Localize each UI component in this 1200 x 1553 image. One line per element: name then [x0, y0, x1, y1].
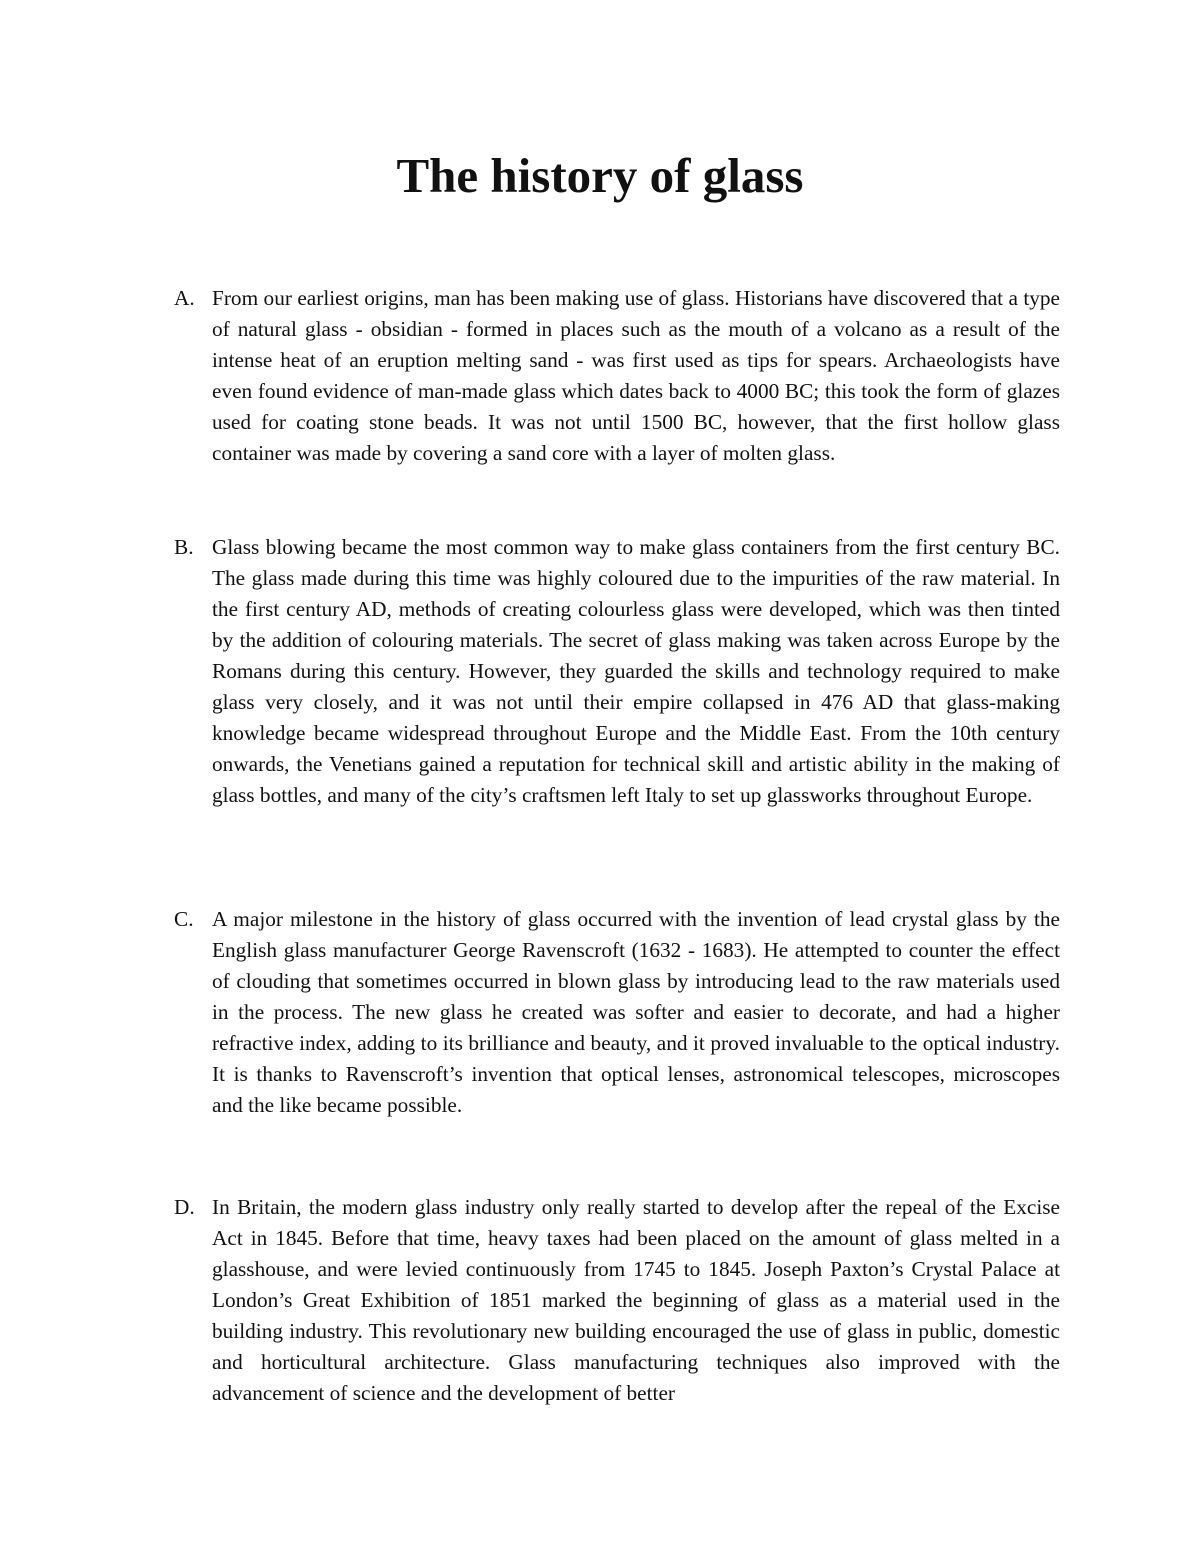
section-letter: B. — [174, 535, 194, 559]
section-paragraph: In Britain, the modern glass industry only really started to develop after the repeal of the Excise Act in 1845. Before that time, heavy taxes had been placed on the amount of glass melted in a glasshouse, and were levied continuously from 1745 to 1845. Joseph Paxton’s Crystal Palace at London’s Great Exhibition of 1851 marked the beginning of glass as a material used in the building industry. This revolutionary new building encouraged the use of glass in public, domestic and horticultural architecture. Glass manufacturing techniques also improved with the advancement of science and the development of better — [212, 1195, 1060, 1405]
section-c — [170, 904, 1060, 1121]
page-title: The history of glass — [396, 148, 804, 203]
section-paragraph: From our earliest origins, man has been making use of glass. Historians have discovered that a type of natural glass - obsidian - formed in places such as the mouth of a volcano as a result of the intense heat of an eruption melting sand - was first used as tips for spears. Archaeologists have even found evidence of man-made glass which dates back to 4000 BC; this took the form of glazes used for coating stone beads. It was not until 1500 BC, however, that the first hollow glass container was made by covering a sand core with a layer of molten glass. — [212, 286, 1060, 465]
section-letter: C. — [174, 907, 194, 931]
section-paragraph: Glass blowing became the most common way to make glass containers from the first century BC. The glass made during this time was highly coloured due to the impurities of the raw material. In the first century AD, methods of creating colourless glass were developed, which was then tinted by the addition of colouring materials. The secret of glass making was taken across Europe by the Romans during this century. However, they guarded the skills and technology required to make glass very closely, and it was not until their empire collapsed in 476 AD that glass-making knowledge became widespread throughout Europe and the Middle East. From the 10th century onwards, the Venetians gained a reputation for technical skill and artistic ability in the making of glass bottles, and many of the city’s craftsmen left Italy to set up glassworks throughout Europe. — [212, 535, 1060, 807]
section-letter: A. — [174, 286, 195, 310]
section-letter: D. — [174, 1195, 195, 1219]
section-b — [170, 532, 1060, 811]
section-paragraph: A major milestone in the history of glass occurred with the invention of lead crystal glass by the English glass manufacturer George Ravenscroft (1632 - 1683). He attempted to counter the effect of clouding that sometimes occurred in blown glass by introducing lead to the raw materials used in the process. The new glass he created was softer and easier to decorate, and had a higher refractive index, adding to its brilliance and beauty, and it proved invaluable to the optical industry. It is thanks to Ravenscroft’s invention that optical lenses, astronomical telescopes, microscopes and the like became possible. — [212, 907, 1060, 1117]
section-d — [170, 1192, 1060, 1409]
section-a — [170, 283, 1060, 469]
